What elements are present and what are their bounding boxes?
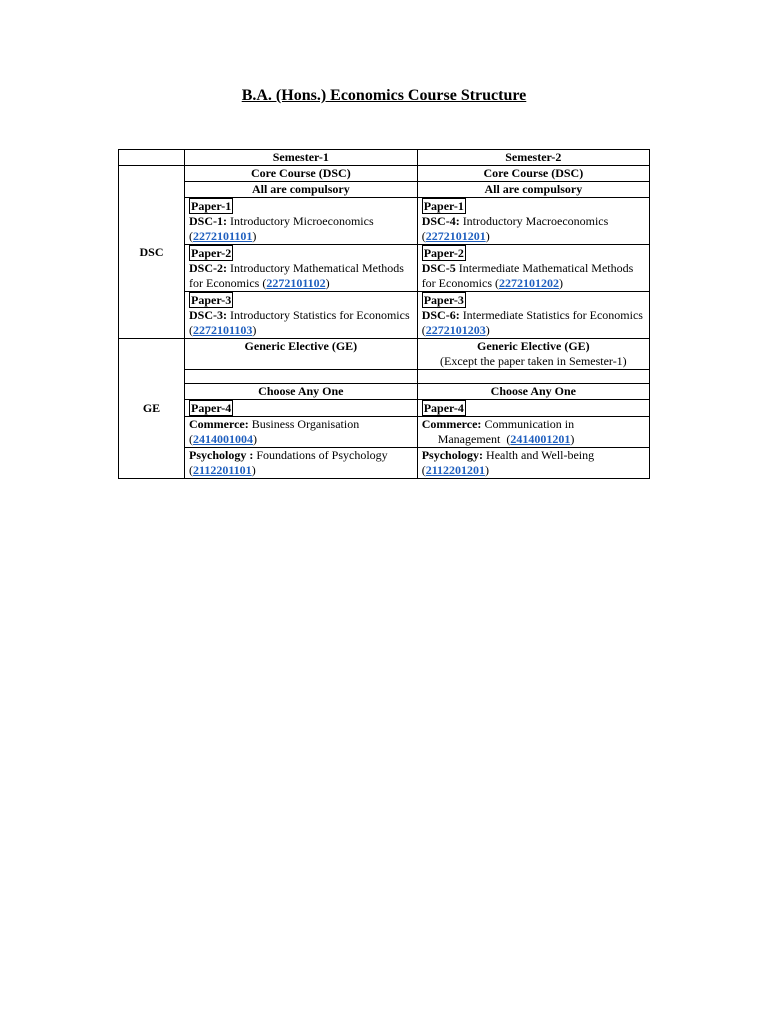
course-name: Introductory Macroeconomics — [459, 214, 609, 228]
table-row — [119, 198, 650, 245]
paper-label: Paper-2 — [191, 246, 232, 260]
corner-cell — [119, 150, 185, 166]
course-link[interactable]: 2272101102 — [266, 276, 326, 290]
course-link[interactable]: 2272101103 — [193, 323, 253, 337]
compulsory-s2: All are compulsory — [417, 182, 649, 198]
table-row — [119, 384, 650, 400]
ge-heading-s2 — [417, 339, 649, 370]
course-link[interactable]: 2272101201 — [425, 229, 486, 243]
ge-option-cell: Psychology : Foundations of Psychology (2112201101) — [185, 448, 418, 479]
course-link[interactable]: 2112201201 — [425, 463, 486, 477]
course-code: DSC-4: — [421, 214, 460, 228]
course-name: Communication in — [481, 417, 575, 431]
table-row — [119, 182, 650, 198]
paper-label: Paper-2 — [423, 246, 464, 260]
course-link[interactable]: 2272101101 — [193, 229, 253, 243]
ge-note: (Except the paper taken in Semester-1) — [440, 354, 627, 368]
course-name: Business Organisation — [248, 417, 360, 431]
dsc-row-label: DSC — [119, 166, 185, 339]
table-row — [119, 292, 650, 339]
dsc-paper-cell: Paper-3 DSC-6: Intermediate Statistics for Economics (2272101203) — [417, 292, 649, 339]
blank-cell — [185, 370, 418, 384]
paper-label: Paper-3 — [423, 293, 464, 307]
course-name: Intermediate Statistics for Economics — [459, 308, 643, 322]
ge-option-cell: Commerce: Business Organisation (2414001004) — [185, 417, 418, 448]
table-row — [119, 339, 650, 370]
course-name: Introductory Mathematical Methods for Economics — [189, 261, 404, 290]
table-row — [119, 245, 650, 292]
subject-label: Psychology: — [421, 448, 484, 462]
course-code: DSC-3: — [189, 308, 227, 322]
subject-label: Commerce: — [189, 417, 249, 431]
table-row — [119, 417, 650, 448]
course-link[interactable]: 2272101202 — [499, 276, 559, 290]
ge-paper-cell — [417, 400, 649, 417]
table-row — [119, 448, 650, 479]
dsc-paper-cell: Paper-3 DSC-3: Introductory Statistics for Economics (2272101103) — [185, 292, 418, 339]
ge-paper-cell — [185, 400, 418, 417]
page-title: B.A. (Hons.) Economics Course Structure — [241, 87, 527, 104]
ge-heading: Generic Elective (GE) — [477, 339, 590, 353]
table-row — [119, 400, 650, 417]
ge-row-label: GE — [119, 339, 185, 479]
course-name-cont: Management — [437, 432, 501, 446]
table-row — [119, 370, 650, 384]
course-name: Health and Well-being — [483, 448, 595, 462]
paper-label: Paper-4 — [191, 401, 232, 415]
course-link[interactable]: 2272101203 — [425, 323, 486, 337]
course-code: DSC-1: — [189, 214, 227, 228]
dsc-paper-cell: Paper-1 DSC-1: Introductory Microeconomics (2272101101) — [185, 198, 418, 245]
core-course-s1: Core Course (DSC) — [185, 166, 418, 182]
subject-label: Commerce: — [421, 417, 482, 431]
course-code: DSC-6: — [421, 308, 460, 322]
course-code: DSC-5 — [421, 261, 456, 275]
course-name: Introductory Statistics for Economics — [227, 308, 410, 322]
ge-option-cell: Psychology: Health and Well-being (2112201201) — [417, 448, 649, 479]
course-link[interactable]: 2414001004 — [193, 432, 253, 446]
semester-1-header: Semester-1 — [185, 150, 418, 166]
paper-label: Paper-1 — [191, 199, 232, 213]
course-code: DSC-2: — [189, 261, 227, 275]
blank-cell — [417, 370, 649, 384]
ge-option-cell: Commerce: Communication in Management (2414001201) — [417, 417, 649, 448]
subject-label: Psychology : — [189, 448, 254, 462]
table-header-row — [119, 150, 650, 166]
dsc-paper-cell: Paper-2 DSC-5 Intermediate Mathematical Methods for Economics (2272101202) — [417, 245, 649, 292]
compulsory-s1: All are compulsory — [185, 182, 418, 198]
ge-heading-s1: Generic Elective (GE) — [185, 339, 418, 370]
choose-any-one-s1: Choose Any One — [185, 384, 418, 400]
course-link[interactable]: 2112201101 — [193, 463, 252, 477]
dsc-paper-cell: Paper-2 DSC-2: Introductory Mathematical Methods for Economics (2272101102) — [185, 245, 418, 292]
dsc-paper-cell: Paper-1 DSC-4: Introductory Macroeconomics (2272101201) — [417, 198, 649, 245]
course-name: Foundations of Psychology — [253, 448, 388, 462]
course-structure-table — [118, 149, 650, 479]
semester-2-header: Semester-2 — [417, 150, 649, 166]
course-name: Intermediate Mathematical Methods for Economics — [421, 261, 634, 290]
course-name: Introductory Microeconomics — [227, 214, 374, 228]
paper-label: Paper-3 — [191, 293, 232, 307]
table-row — [119, 166, 650, 182]
paper-label: Paper-1 — [423, 199, 464, 213]
paper-label: Paper-4 — [423, 401, 464, 415]
core-course-s2: Core Course (DSC) — [417, 166, 649, 182]
course-link[interactable]: 2414001201 — [510, 432, 571, 446]
choose-any-one-s2: Choose Any One — [417, 384, 649, 400]
